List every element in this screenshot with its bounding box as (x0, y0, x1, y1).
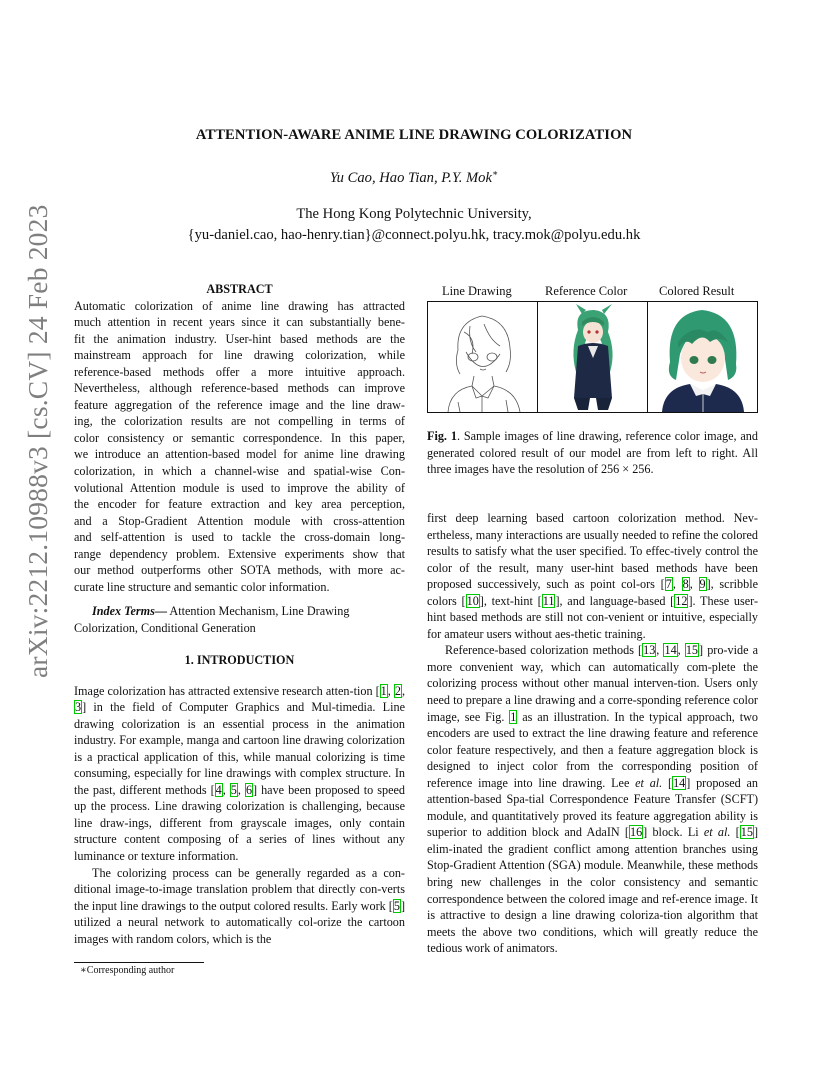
abstract-line: colorization, in which a channel-wise and spatial-wise Con- (74, 464, 405, 479)
citation-4[interactable]: 4 (215, 782, 222, 797)
citation-14[interactable]: 14 (664, 643, 677, 658)
affiliation-block (0, 204, 828, 246)
abstract-line: ing, the colorization results are not compelling in terms of (74, 414, 405, 429)
citation-14b[interactable]: 14 (673, 775, 686, 790)
figure-label-colored-result: Colored Result (659, 284, 735, 298)
citation-16[interactable]: 16 (629, 825, 643, 840)
footnote: ∗Corresponding author (80, 965, 175, 976)
emails: {yu-daniel.cao, hao-henry.tian}@connect.polyu.hk, tracy.mok@polyu.edu.hk (187, 227, 641, 243)
citation-10[interactable]: 10 (466, 593, 479, 608)
figure-1-link[interactable]: 1 (510, 709, 517, 724)
abstract-section (74, 281, 405, 636)
abstract-line: Nevertheless, although reference-based methods can improve (74, 381, 405, 396)
abstract-body (74, 298, 405, 596)
right-paragraph-1: first deep learning based cartoon colorization method. Nev-ertheless, many interactions are usually needed to refine the colored results to satisfy what the user specified. To effec-tively control the color of the result, many user-hint based methods have been proposed successively, such as point col-ors [7, 8, 9], scribble colors [10], text-hint [11], and language-based [12]. These user-hint based methods are still not con-venient or intuitive, especially for amateur users without aes-thetic training. (427, 511, 759, 641)
citation-8[interactable]: 8 (682, 577, 689, 592)
intro-paragraph-2: The colorizing process can be generally regarded as a con-ditional image-to-image translation problem that directly con-verts the input line drawings to the output colored results. Early work [5] utilized a neural network to automatically col-orize the cartoon images with random colors, which is the (74, 865, 405, 946)
intro-heading: 1. INTRODUCTION (184, 653, 295, 667)
abstract-line: feature aggregation of the reference image and the line draw- (74, 397, 405, 412)
citation-6[interactable]: 6 (245, 782, 253, 797)
line-drawing-image (427, 301, 538, 413)
figure-1-caption (427, 428, 758, 478)
abstract-line: and self-attention is used to tackle the cross-domain long- (74, 530, 405, 545)
abstract-line: the encoder for feature extraction and key area perception, (74, 497, 405, 512)
index-terms (74, 603, 405, 620)
citation-2[interactable]: 2 (394, 683, 401, 698)
abstract-line: fit the animation industry. User-hint based methods are the (74, 331, 405, 346)
citation-15[interactable]: 15 (685, 643, 699, 658)
intro-paragraph-1: Image colorization has attracted extensive research atten-tion [1, 2, 3] in the field of Computer Graphics and Mul-timedia. Line drawing colorization is an essential process in the animation industry. For example, manga and cartoon line drawing colorization is a practical application of this, while manual colorizing is time consuming, especially for line drawings with complex structure. In the past, different methods [4, 5, 6] have been proposed to speed up the process. Line drawing colorization is challenging, because line draw-ings, different from grayscale images, only contain structure content composing of a series of lines without any luminance or texture information. (74, 683, 405, 864)
abstract-line: Automatic colorization of anime line drawing has attracted (74, 298, 405, 313)
citation-7[interactable]: 7 (665, 577, 672, 592)
paper-title: ATTENTION-AWARE ANIME LINE DRAWING COLORIZATION (195, 127, 633, 143)
abstract-line: much attention in recent years since it can substantially bene- (74, 315, 405, 330)
abstract-line: and a Stop-Gradient Attention module with cross-attention (74, 513, 405, 528)
authors (0, 168, 828, 187)
abstract-line: color consistency or semantic correspondence. In this paper, (74, 430, 405, 445)
index-terms-label: Index Terms— (92, 604, 168, 619)
citation-13[interactable]: 13 (643, 643, 656, 658)
reference-color-image (537, 301, 648, 413)
abstract-line: reference-based methods offer a more intuitive approach. (74, 364, 405, 379)
citation-5b[interactable]: 5 (393, 898, 400, 913)
citation-11[interactable]: 11 (542, 593, 555, 608)
abstract-line: our method outperforms other SOTA methods, with more ac- (74, 563, 405, 578)
right-paragraph-2: Reference-based colorization methods [13, 14, 15] pro-vide a more convenient way, which can automatically com-plete the colorizing process without other manual interven-tion. Users only need to prepare a line drawing and a corre-sponding reference color image, see Fig. 1 as an illustration. In the typical approach, two encoders are used to extract the line drawing feature and reference color feature respectively, and then a feature aggregation block is designed to inject color from the corresponding position of reference image into line drawing. Lee et al. [14] proposed an attention-based Spa-tial Correspondence Feature Transfer (SCFT) module, and quantitatively proved its feature aggregation ability is superior to addition block and AdaIN [16] block. Li et al. [15] elim-inated the gradient conflict among attention branches using Stop-Gradient Attention (SGA) module. Meanwhile, these methods bring new challenges in the color consistency and semantic correspondence between the colored image and ref-erence image. It is attractive to design a line drawing coloriza-tion algorithm that meets the above two conditions, which will greatly reduce the tedious work of animators. (427, 643, 759, 956)
abstract-line: we introduce an attention-based model for anime line drawing (74, 447, 405, 462)
author-mark: ∗ (491, 168, 499, 178)
index-terms-line2: Colorization, Conditional Generation (74, 620, 256, 635)
figure-1-images (427, 301, 758, 413)
index-terms-line1: Attention Mechanism, Line Drawing (167, 604, 350, 619)
footnote-rule (74, 962, 204, 963)
arxiv-side-stamp: arXiv:2212.10988v3 [cs.CV] 24 Feb 2023 (22, 204, 53, 678)
figure-caption-text: . Sample images of line drawing, reference color image, and generated colored result of our model are from left to right. All three images have the resolution of 256 × 256. (427, 429, 758, 477)
citation-12[interactable]: 12 (675, 593, 688, 608)
figure-caption-label: Fig. 1 (427, 429, 457, 443)
abstract-line: curate line structure and semantic color information. (74, 579, 330, 594)
abstract-line: volutional Attention module is used to improve the ability of (74, 480, 405, 495)
affiliation: The Hong Kong Polytechnic University, (296, 206, 532, 222)
author-names: Yu Cao, Hao Tian, P.Y. Mok (329, 169, 492, 186)
abstract-line: mainstream approach for line drawing colorization, while (74, 348, 405, 363)
right-column-text (427, 510, 758, 957)
introduction-section (74, 652, 405, 947)
citation-9[interactable]: 9 (699, 577, 706, 592)
citation-1[interactable]: 1 (380, 683, 387, 698)
citation-5[interactable]: 5 (230, 782, 237, 797)
citation-3[interactable]: 3 (75, 700, 82, 715)
abstract-heading: ABSTRACT (206, 282, 273, 296)
abstract-line: range dependency problem. Extensive experiments show that (74, 546, 405, 561)
figure-label-reference-color: Reference Color (545, 284, 628, 298)
citation-15b[interactable]: 15 (740, 825, 753, 840)
colored-result-image (647, 301, 758, 413)
figure-label-line-drawing: Line Drawing (442, 284, 512, 298)
